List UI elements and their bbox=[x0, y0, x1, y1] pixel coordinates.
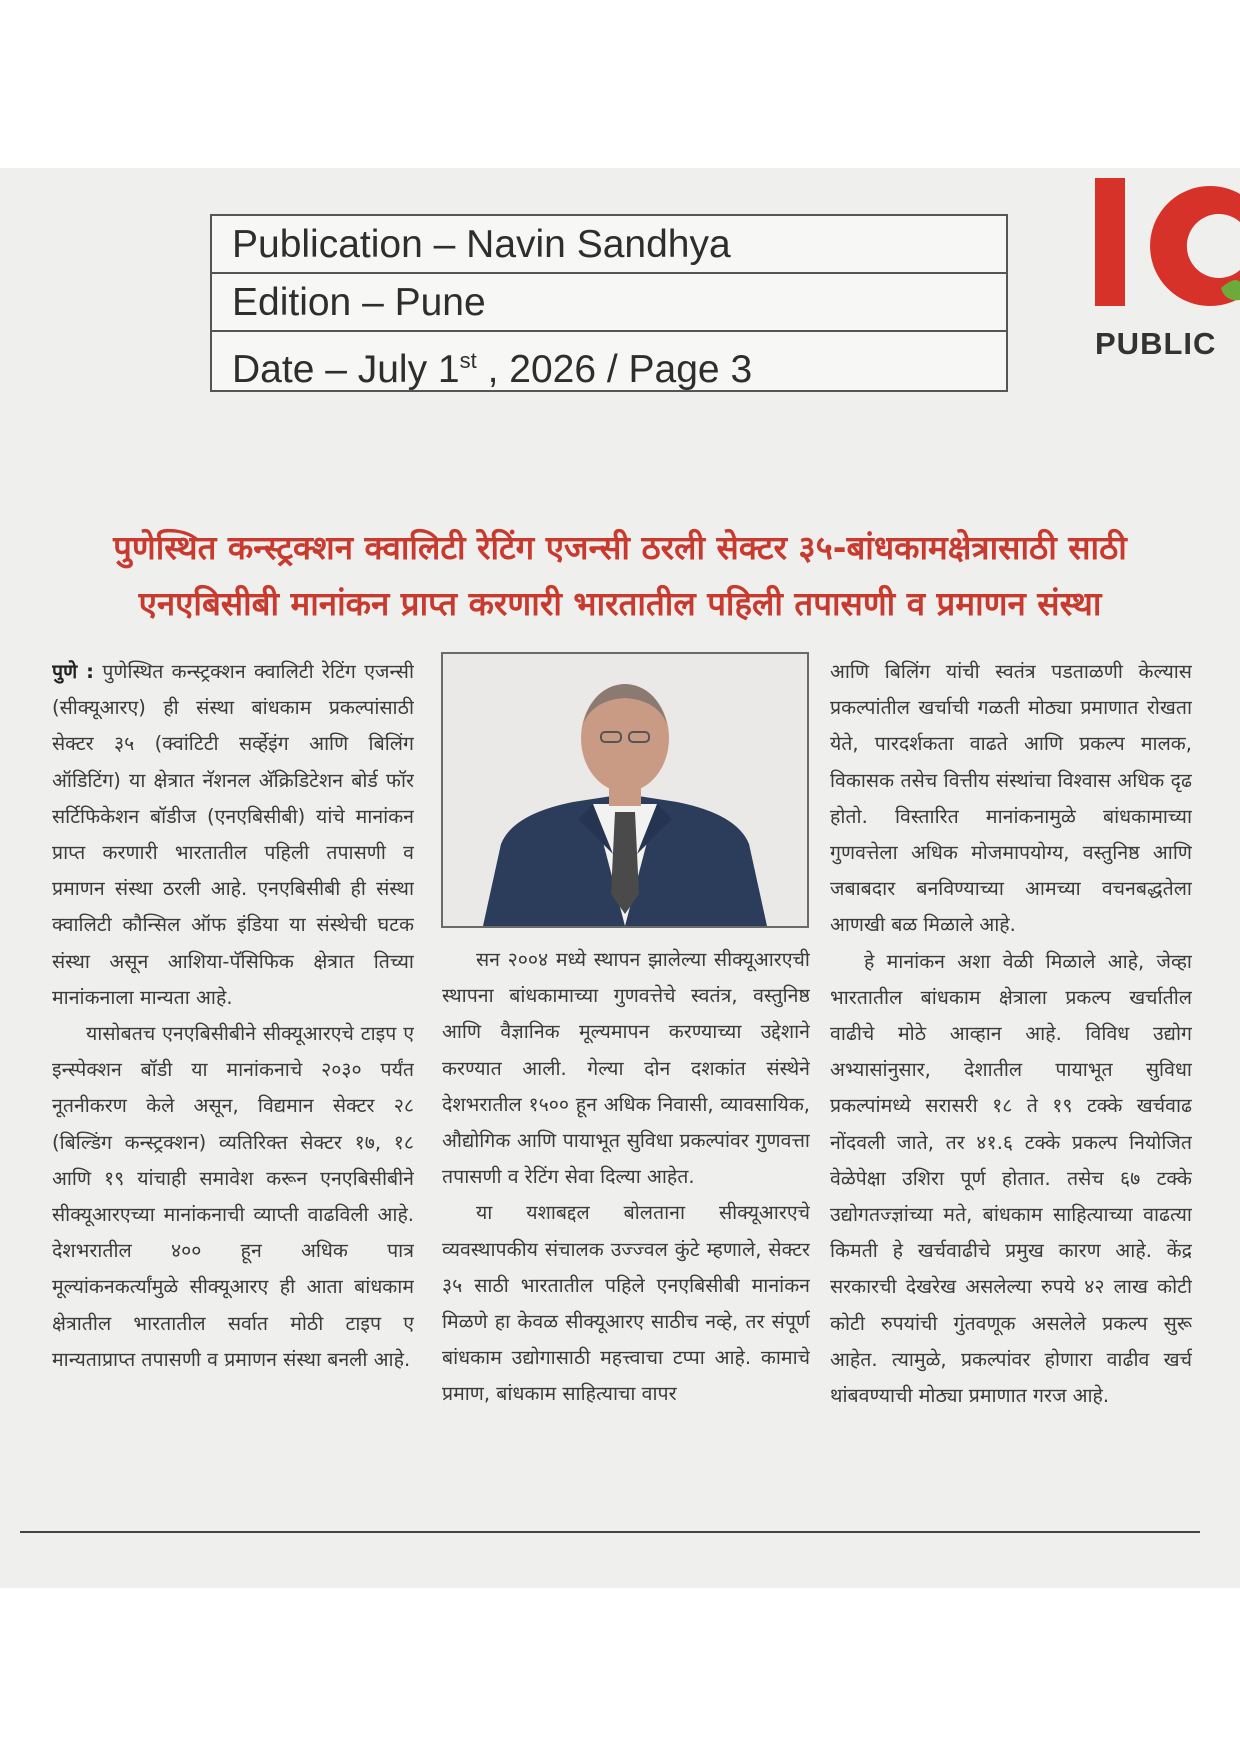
date-row bbox=[212, 332, 1006, 390]
date-page-text: , 2026 / Page 3 bbox=[476, 348, 753, 391]
bottom-rule bbox=[20, 1531, 1200, 1533]
publication-info-table bbox=[210, 214, 1008, 392]
article-column-1 bbox=[52, 654, 414, 1504]
paragraph: आणि बिलिंग यांची स्वतंत्र पडताळणी केल्यास प्रकल्पांतील खर्चाची गळती मोठ्या प्रमाणात रोखता येते, पारदर्शकता वाढते आणि प्रकल्प मालक, विकासक तसेच वित्तीय संस्थांचा विश्वास अधिक दृढ होतो. विस्तारित मानांकनामुळे बांधकामाच्या गुणवत्तेला अधिक मोजमापयोग्य, वस्तुनिष्ठ आणि जबाबदार बनविण्याच्या आमच्या वचनबद्धतेला आणखी बळ मिळाले आहे. bbox=[830, 660, 1192, 937]
person-portrait-icon bbox=[443, 654, 807, 926]
logo-mark-icon bbox=[1095, 178, 1240, 318]
publisher-logo bbox=[1095, 178, 1240, 368]
dateline: पुणे : bbox=[52, 660, 94, 683]
paragraph: सन २००४ मध्ये स्थापन झालेल्या सीक्यूआरएची स्थापना बांधकामाच्या गुणवत्तेचे स्वतंत्र, वस्तुनिष्ठ आणि वैज्ञानिक मूल्यमापन करण्याच्या उद्देशाने करण्यात आली. गेल्या दोन दशकांत संस्थेने देशभरातील १५०० हून अधिक निवासी, व्यावसायिक, औद्योगिक आणि पायाभूत सुविधा प्रकल्पांवर गुणवत्ता तपासणी व रेटिंग सेवा दिल्या आहेत. bbox=[442, 948, 810, 1189]
headline-line-1: पुणेस्थित कन्स्ट्रक्शन क्वालिटी रेटिंग एजन्सी ठरली सेक्टर ३५-बांधकामक्षेत्रासाठी साठी bbox=[113, 528, 1127, 567]
paragraph bbox=[52, 654, 414, 1016]
date-text: Date – July 1 bbox=[232, 348, 460, 391]
paragraph-text: पुणेस्थित कन्स्ट्रक्शन क्वालिटी रेटिंग एजन्सी (सीक्यूआरए) ही संस्था बांधकाम प्रकल्पांसाठी सेक्टर ३५ (क्वांटिटी सर्व्हेइंग आणि बिलिंग ऑडिटिंग) या क्षेत्रात नॅशनल अ‍ॅक्रिडिटेशन बोर्ड फॉर सर्टिफिकेशन बॉडीज (एनएबिसीबी) यांचे मानांकन प्राप्त करणारी भारतातील पहिली तपासणी व प्रमाणन संस्था ठरली आहे. एनएबिसीबी ही संस्था क्वालिटी कौन्सिल ऑफ इंडिया या संस्थेची घटक संस्था असून आशिया-पॅसिफिक क्षेत्रात तिच्या मानांकनाला मान्यता आहे. bbox=[52, 660, 414, 1009]
logo-text: PUBLIC bbox=[1095, 326, 1217, 361]
article-headline bbox=[50, 520, 1190, 632]
paragraph: यासोबतच एनएबिसीबीने सीक्यूआरएचे टाइप ए इन्स्पेक्शन बॉडी या मानांकनाचे २०३० पर्यंत नूतनीकरण केले असून, विद्यमान सेक्टर २८ (बिल्डिंग कन्स्ट्रक्शन) व्यतिरिक्त सेक्टर १७, १८ आणि १९ यांचाही समावेश करून एनएबिसीबीने सीक्यूआरएच्या मानांकनाची व्याप्ती वाढविली आहे. देशभरातील ४०० हून अधिक पात्र मूल्यांकनकर्त्यांमुळे सीक्यूआरए ही आता बांधकाम क्षेत्रातील भारतातील सर्वात मोठी टाइप ए मान्यताप्राप्त तपासणी व प्रमाणन संस्था बनली आहे. bbox=[52, 1022, 414, 1371]
publication-row: Publication – Navin Sandhya bbox=[212, 216, 1006, 274]
edition-row: Edition – Pune bbox=[212, 274, 1006, 332]
date-superscript: st bbox=[459, 348, 477, 373]
paragraph: या यशाबद्दल बोलताना सीक्यूआरएचे व्यवस्थापकीय संचालक उज्ज्वल कुंटे म्हणाले, सेक्टर ३५ साठी भारतातील पहिले एनएबिसीबी मानांकन मिळणे हा केवळ सीक्यूआरए साठीच नव्हे, तर संपूर्ण बांधकाम उद्योगासाठी महत्त्वाचा टप्पा आहे. कामाचे प्रमाण, बांधकाम साहित्याचा वापर bbox=[442, 1201, 810, 1406]
article-column-3 bbox=[830, 654, 1192, 1509]
headline-line-2: एनएबिसीबी मानांकन प्राप्त करणारी भारतातील पहिली तपासणी व प्रमाणन संस्था bbox=[138, 584, 1102, 623]
paragraph: हे मानांकन अशा वेळी मिळाले आहे, जेव्हा भारतातील बांधकाम क्षेत्राला प्रकल्प खर्चातील वाढीचे मोठे आव्हान आहे. विविध उद्योग अभ्यासांनुसार, देशातील पायाभूत सुविधा प्रकल्पांमध्ये सरासरी १८ ते १९ टक्के खर्चवाढ नोंदवली जाते, तर ४१.६ टक्के प्रकल्प नियोजित वेळेपेक्षा उशिरा पूर्ण होतात. तसेच ६७ टक्के उद्योगतज्ज्ञांच्या मते, बांधकाम साहित्याच्या वाढत्या किमती हे खर्चवाढीचे प्रमुख कारण आहे. केंद्र सरकारची देखरेख असलेल्या रुपये ४२ लाख कोटी कोटी रुपयांची गुंतवणूक असलेले प्रकल्प सुरू आहेत. त्यामुळे, प्रकल्पांवर होणारा वाढीव खर्च थांबवण्याची मोठ्या प्रमाणात गरज आहे. bbox=[830, 949, 1192, 1408]
article-column-2 bbox=[442, 942, 810, 1512]
article-photo bbox=[441, 652, 809, 928]
